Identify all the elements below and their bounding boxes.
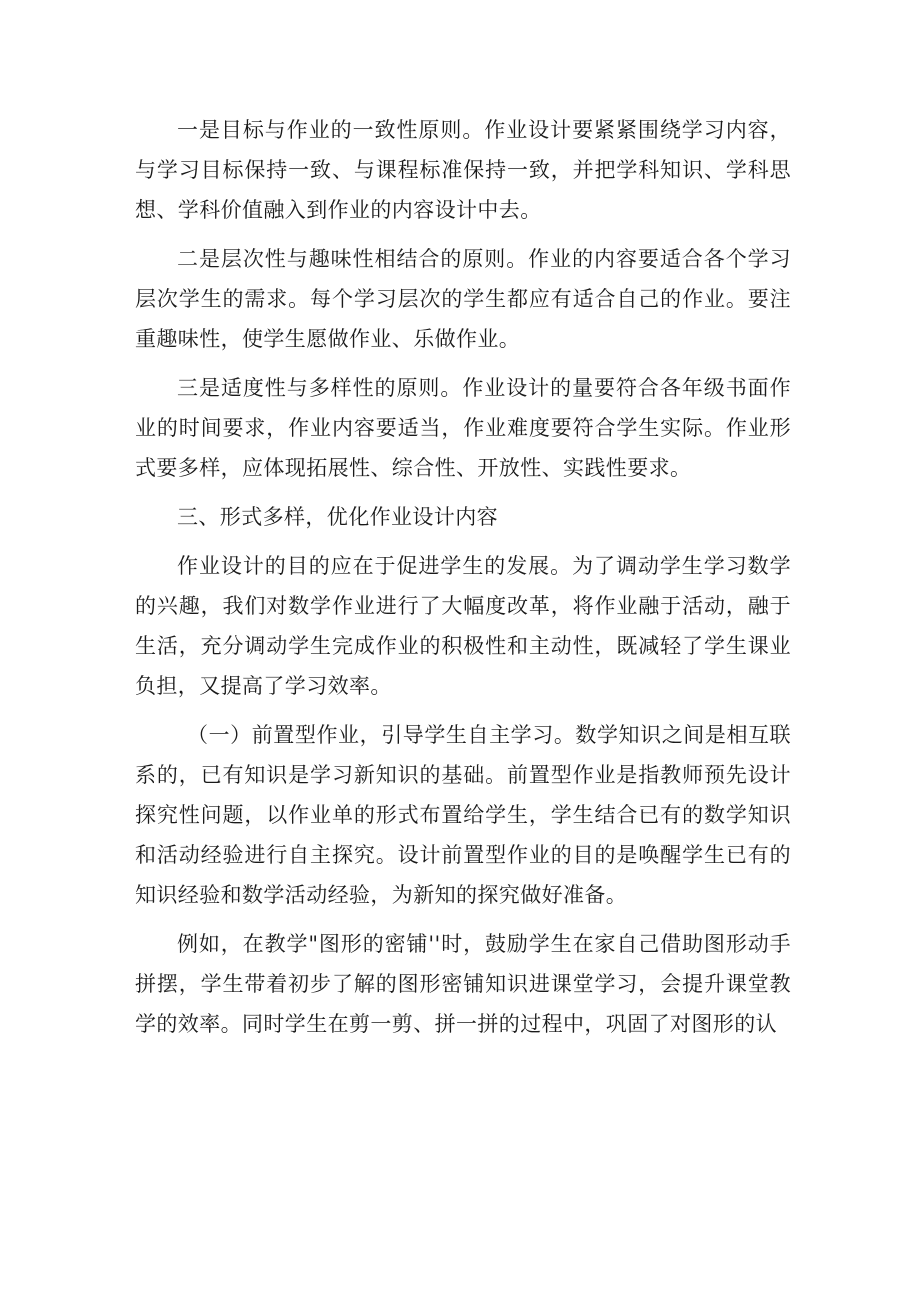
paragraph-example: 例如，在教学"图形的密铺''时，鼓励学生在家自己借助图形动手拼摆，学生带着初步了解的图形密铺知识进课堂学习，会提升课堂教学的效率。同时学生在剪一剪、拼一拼的过程中，巩固了对图形的认 [135,932,791,1036]
paragraph-preview-homework: （一）前置型作业，引导学生自主学习。数学知识之间是相互联系的，已有知识是学习新知识的基础。前置型作业是指教师预先设计探究性问题，以作业单的形式布置给学生，学生结合已有的数学知识和活动经验进行自主探究。设计前置型作业的目的是唤醒学生已有的知识经验和数学活动经验，为新知的探究做好准备。 [135,723,791,907]
paragraph-principle-hierarchy: 二是层次性与趣味性相结合的原则。作业的内容要适合各个学习层次学生的需求。每个学习层次的学生都应有适合自己的作业。要注重趣味性，使学生愿做作业、乐做作业。 [135,247,791,351]
paragraph-design-purpose: 作业设计的目的应在于促进学生的发展。为了调动学生学习数学的兴趣，我们对数学作业进行了大幅度改革，将作业融于活动，融于生活，充分调动学生完成作业的积极性和主动性，既减轻了学生课业负担，又提高了学习效率。 [135,554,791,698]
section-heading: 三、形式多样，优化作业设计内容 [177,505,498,529]
document-body [135,110,791,1053]
paragraph-principle-consistency: 一是目标与作业的一致性原则。作业设计要紧紧围绕学习内容，与学习目标保持一致、与课程标准保持一致，并把学科知识、学科思想、学科价值融入到作业的内容设计中去。 [135,118,791,222]
paragraph-principle-moderation: 三是适度性与多样性的原则。作业设计的量要符合各年级书面作业的时间要求，作业内容要适当，作业难度要符合学生实际。作业形式要多样，应体现拓展性、综合性、开放性、实践性要求。 [135,376,791,480]
